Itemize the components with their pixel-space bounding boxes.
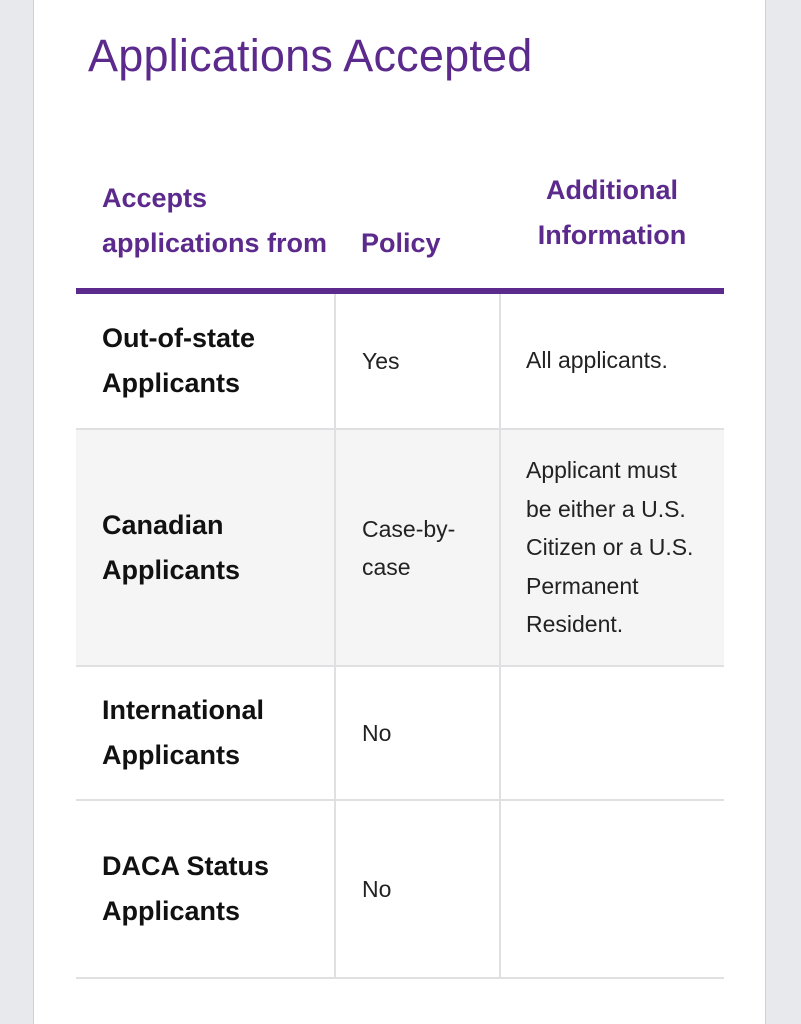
table-row-out-of-state — [76, 291, 724, 429]
header-policy: Policy — [361, 228, 441, 258]
additional-info — [500, 666, 724, 800]
table-row-canadian — [76, 429, 724, 666]
table-header-row — [76, 168, 724, 291]
policy-value: No — [335, 800, 500, 978]
applicant-type: Canadian Applicants — [76, 429, 335, 666]
table-row-daca — [76, 800, 724, 978]
header-accepts-from: Accepts applications from — [102, 183, 328, 258]
additional-info: Applicant must be either a U.S. Citizen or a U.S. Permanent Resident. — [500, 429, 724, 666]
page-title: Applications Accepted — [88, 30, 533, 81]
applicant-type: Out-of-state Applicants — [76, 291, 335, 429]
additional-info: All applicants. — [500, 291, 724, 429]
table-row-international — [76, 666, 724, 800]
policy-value: No — [335, 666, 500, 800]
applications-table — [76, 168, 724, 979]
content-card — [33, 0, 766, 1024]
additional-info — [500, 800, 724, 978]
applicant-type: DACA Status Applicants — [76, 800, 335, 978]
header-additional-info: Additional Information — [537, 175, 687, 250]
policy-value: Yes — [335, 291, 500, 429]
policy-value: Case-by-case — [335, 429, 500, 666]
applicant-type: International Applicants — [76, 666, 335, 800]
